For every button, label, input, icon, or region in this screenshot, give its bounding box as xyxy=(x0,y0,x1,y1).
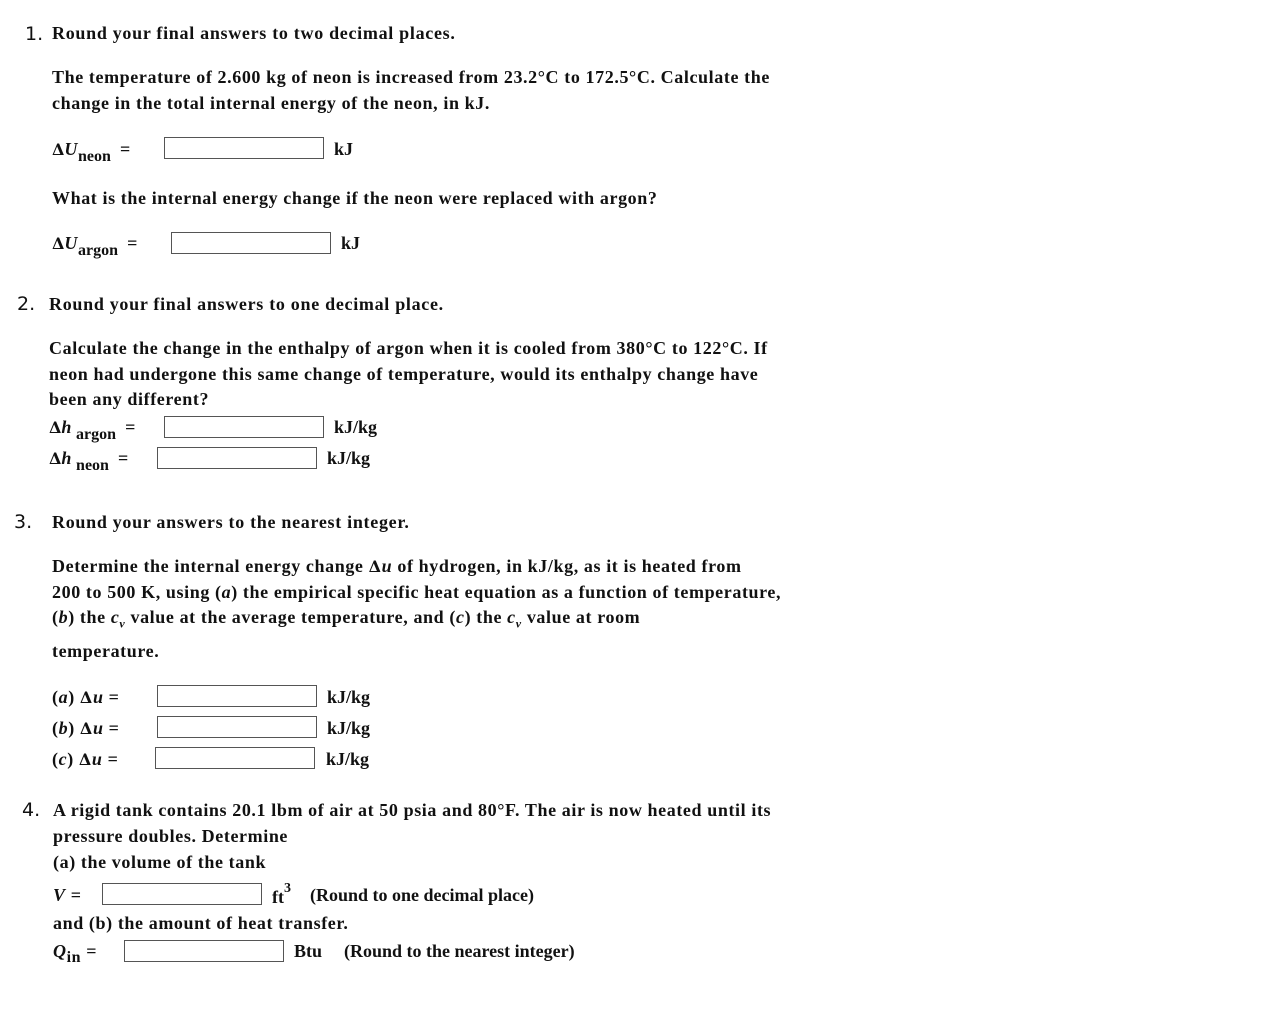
equals-sign: = xyxy=(112,448,129,468)
part-label: b xyxy=(58,718,69,738)
variable-subscript: argon xyxy=(78,242,119,259)
delta-symbol: Δ xyxy=(52,140,65,159)
delta-u-a-input[interactable] xyxy=(157,685,317,707)
heat-transfer-input[interactable] xyxy=(124,940,284,962)
question-number: 3. xyxy=(14,511,33,533)
unit-label: kJ xyxy=(334,139,354,159)
unit-exponent: 3 xyxy=(284,881,291,896)
question-text xyxy=(52,582,781,603)
variable-subscript: argon xyxy=(76,426,117,443)
text-segment: 200 to 500 K, using ( xyxy=(52,582,222,602)
unit-label: kJ/kg xyxy=(327,448,371,468)
answer-label: (c) Δu = xyxy=(52,749,119,769)
variable-symbol: u xyxy=(91,749,103,769)
equals-sign: = xyxy=(114,139,131,159)
answer-label: (a) Δu = xyxy=(52,687,120,707)
answer-label xyxy=(49,448,129,474)
text-segment: ) the empirical specific heat equation as a function of temperature, xyxy=(231,582,782,602)
question-instruction: Round your final answers to one decimal place. xyxy=(49,294,444,314)
delta-symbol: Δ xyxy=(79,688,93,707)
unit-label xyxy=(272,881,291,908)
question-instruction: Round your final answers to two decimal places. xyxy=(52,23,456,43)
variable-symbol: U xyxy=(64,233,79,253)
question-number: 1. xyxy=(25,23,44,45)
question-number: 4. xyxy=(22,799,41,821)
unit-label: kJ/kg xyxy=(327,718,371,738)
answer-label: V = xyxy=(53,885,82,905)
question-instruction: Round your answers to the nearest integer. xyxy=(52,512,410,532)
question-text: pressure doubles. Determine xyxy=(53,826,289,846)
variable-symbol: U xyxy=(64,139,79,159)
variable-symbol: Q xyxy=(53,941,67,961)
delta-u-neon-input[interactable] xyxy=(164,137,324,159)
delta-symbol: Δ xyxy=(368,557,382,576)
delta-u-b-input[interactable] xyxy=(157,716,317,738)
text-segment: value at room xyxy=(526,607,641,627)
answer-label: Qin = xyxy=(53,941,98,966)
part-label: a xyxy=(221,582,232,602)
question-text: A rigid tank contains 20.1 lbm of air at 50 psia and 80°F. The air is now heated until its xyxy=(53,800,772,820)
text-segment: ( xyxy=(52,607,59,627)
rounding-note: (Round to the nearest integer) xyxy=(344,941,575,961)
question-text: change in the total internal energy of the neon, in kJ. xyxy=(52,93,490,113)
question-text xyxy=(52,556,742,577)
equals-sign: = xyxy=(120,417,137,437)
text-segment: ) the xyxy=(68,607,106,627)
text-segment: of hydrogen, in kJ/kg, as it is heated from xyxy=(397,556,742,576)
cv-subscript: v xyxy=(119,616,126,631)
answer-label xyxy=(52,139,131,165)
answer-label xyxy=(49,417,137,443)
part-label: a xyxy=(58,687,69,707)
cv-symbol: c xyxy=(507,607,516,627)
variable-symbol: V xyxy=(53,885,66,905)
part-label: b xyxy=(58,607,69,627)
delta-u-c-input[interactable] xyxy=(155,747,315,769)
delta-h-neon-input[interactable] xyxy=(157,447,317,469)
question-text: Calculate the change in the enthalpy of argon when it is cooled from 380°C to 122°C. If xyxy=(49,338,768,358)
volume-input[interactable] xyxy=(102,883,262,905)
delta-symbol: Δ xyxy=(79,719,93,738)
variable-symbol: h xyxy=(61,417,73,437)
delta-symbol: Δ xyxy=(52,234,65,253)
variable-symbol: h xyxy=(61,448,73,468)
question-text: The temperature of 2.600 kg of neon is increased from 23.2°C to 172.5°C. Calculate the xyxy=(52,67,770,87)
variable-symbol: u xyxy=(92,718,104,738)
unit-text: ft xyxy=(272,887,284,907)
question-number: 2. xyxy=(17,293,36,315)
question-text: neon had undergone this same change of temperature, would its enthalpy change have xyxy=(49,364,759,384)
answer-label xyxy=(52,233,138,259)
cv-symbol: c xyxy=(110,607,120,627)
unit-label: kJ/kg xyxy=(326,749,370,769)
part-label: c xyxy=(455,607,465,627)
answer-label: (b) Δu = xyxy=(52,718,120,738)
question-text: temperature. xyxy=(52,641,160,661)
delta-h-argon-input[interactable] xyxy=(164,416,324,438)
text-segment: ) the xyxy=(464,607,503,627)
delta-symbol: Δ xyxy=(78,750,92,769)
text-segment: value at the average temperature, and ( xyxy=(130,607,456,627)
variable-symbol: u xyxy=(92,687,104,707)
unit-label: Btu xyxy=(294,941,323,961)
question-text: and (b) the amount of heat transfer. xyxy=(53,913,349,933)
variable-subscript: neon xyxy=(76,457,109,474)
equals-sign: = xyxy=(122,233,138,253)
cv-subscript: v xyxy=(515,616,522,631)
question-text: What is the internal energy change if the neon were replaced with argon? xyxy=(52,188,658,208)
question-text xyxy=(52,607,640,632)
delta-symbol: Δ xyxy=(49,449,62,468)
unit-label: kJ/kg xyxy=(334,417,378,437)
unit-label: kJ xyxy=(341,233,361,253)
unit-label: kJ/kg xyxy=(327,687,371,707)
variable-subscript: neon xyxy=(78,148,111,165)
rounding-note: (Round to one decimal place) xyxy=(310,885,534,905)
delta-u-argon-input[interactable] xyxy=(171,232,331,254)
part-label: c xyxy=(58,749,68,769)
question-text: (a) the volume of the tank xyxy=(53,852,267,872)
delta-symbol: Δ xyxy=(49,418,62,437)
question-text: been any different? xyxy=(49,389,210,409)
variable-symbol: u xyxy=(381,556,393,576)
variable-subscript: in xyxy=(66,949,82,966)
text-segment: Determine the internal energy change xyxy=(52,556,364,576)
